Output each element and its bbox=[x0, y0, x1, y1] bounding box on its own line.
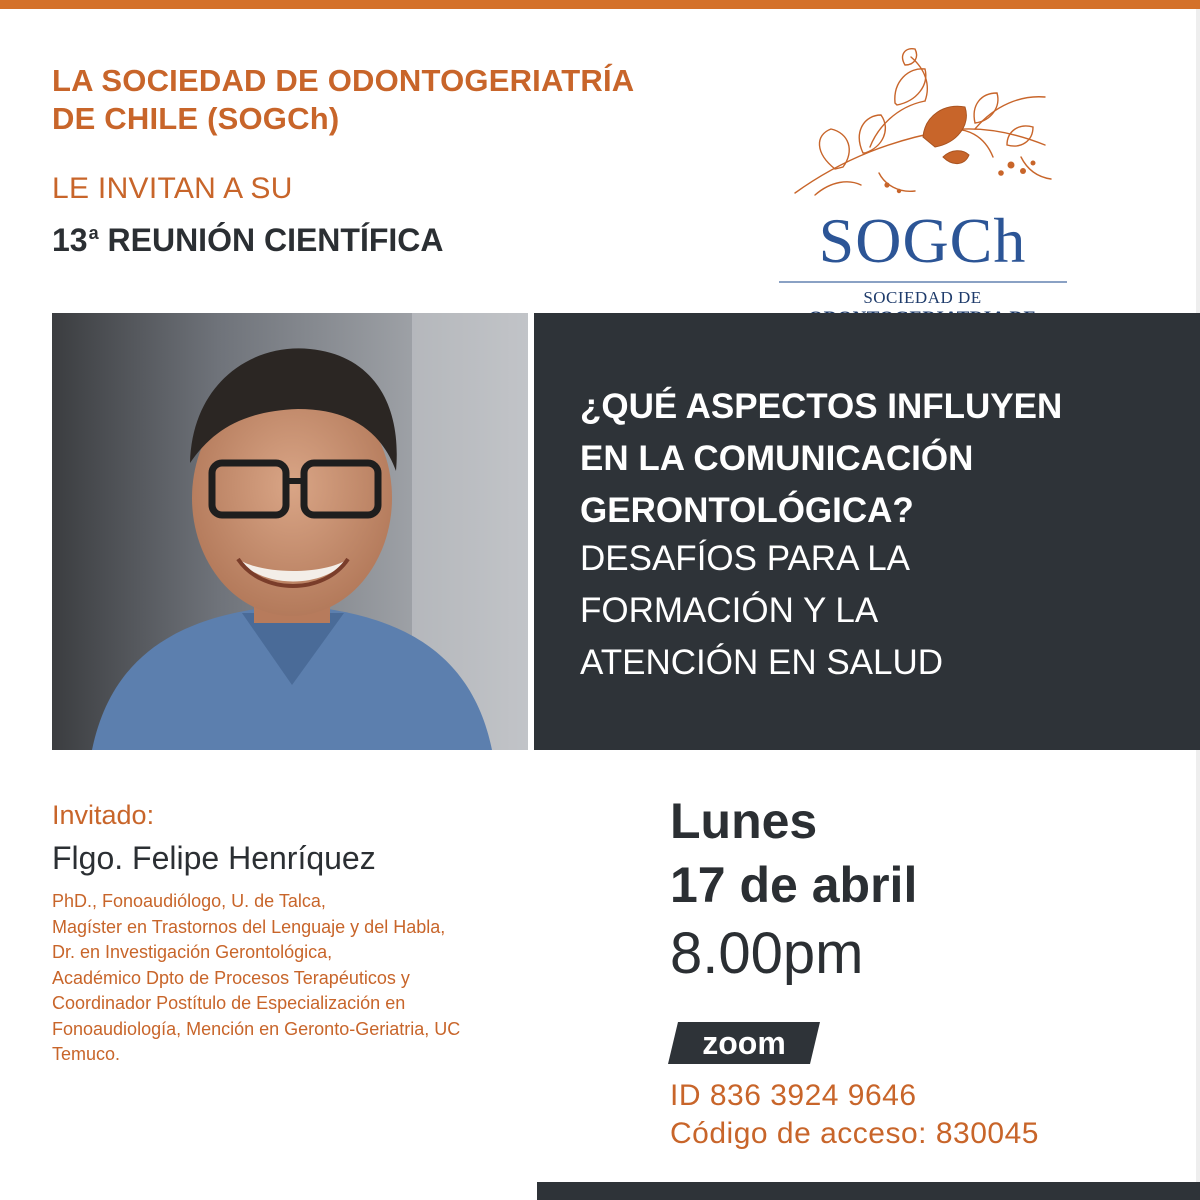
guest-photo bbox=[52, 313, 528, 750]
guest-portrait-image bbox=[52, 313, 528, 750]
guest-bio-line: Fonoaudiología, Mención en Geronto-Geriatria, UC bbox=[52, 1018, 461, 1039]
guest-bio bbox=[52, 889, 572, 1068]
guest-bio-line: Académico Dpto de Procesos Terapéuticos y bbox=[52, 967, 410, 988]
guest-bio-line: Dr. en Investigación Gerontológica, bbox=[52, 942, 333, 962]
talk-subtitle bbox=[580, 533, 1180, 689]
event-date: 17 de abril bbox=[670, 857, 918, 913]
talk-subtitle-line: ATENCIÓN EN SALUD bbox=[580, 643, 944, 682]
invitation-text: LE INVITAN A SU bbox=[52, 172, 293, 205]
guest-bio-line: Magíster en Trastornos del Lenguaje y del Habla, bbox=[52, 916, 446, 937]
guest-bio-line: Coordinador Postítulo de Especialización en bbox=[52, 993, 406, 1013]
talk-subtitle-line: FORMACIÓN Y LA bbox=[580, 591, 879, 630]
guest-name: Flgo. Felipe Henríquez bbox=[52, 840, 376, 876]
event-day: Lunes bbox=[670, 793, 818, 849]
talk-question-line: ¿QUÉ ASPECTOS INFLUYEN bbox=[580, 387, 1063, 426]
zoom-logo-text: zoom bbox=[702, 1025, 786, 1061]
access-code: Código de acceso: 830045 bbox=[670, 1117, 1039, 1150]
logo-subtitle-line-1: SOCIEDAD DE bbox=[863, 288, 982, 307]
meeting-title-text: REUNIÓN CIENTÍFICA bbox=[107, 222, 444, 258]
talk-title-panel bbox=[534, 313, 1200, 750]
meeting-number: 13 bbox=[52, 222, 88, 258]
sogch-logo bbox=[775, 45, 1070, 307]
talk-question-line: GERONTOLÓGICA? bbox=[580, 491, 914, 530]
guest-bio-line: PhD., Fonoaudiólogo, U. de Talca, bbox=[52, 891, 326, 911]
logo-rule-top bbox=[779, 281, 1067, 283]
top-accent-bar bbox=[0, 0, 1200, 9]
meeting-id: ID 836 3924 9646 bbox=[670, 1079, 917, 1112]
talk-subtitle-line: DESAFÍOS PARA LA bbox=[580, 539, 911, 578]
bottom-accent-bar bbox=[537, 1182, 1200, 1200]
guest-label: Invitado: bbox=[52, 800, 155, 830]
event-time: 8.00pm bbox=[670, 921, 864, 986]
organization-title-line-2: DE CHILE (SOGCh) bbox=[52, 101, 340, 136]
guest-bio-line: Temuco. bbox=[52, 1044, 121, 1064]
meeting-ordinal: a bbox=[88, 223, 99, 243]
talk-question-line: EN LA COMUNICACIÓN bbox=[580, 439, 974, 478]
talk-question bbox=[580, 381, 1180, 537]
meeting-title bbox=[52, 222, 444, 259]
organization-title-line-1: LA SOCIEDAD DE ODONTOGERIATRÍA bbox=[52, 63, 635, 98]
botanical-leaf-icon bbox=[775, 45, 1070, 220]
organization-title bbox=[52, 62, 752, 138]
zoom-logo bbox=[668, 1022, 820, 1064]
logo-wordmark: SOGCh bbox=[818, 205, 1027, 276]
